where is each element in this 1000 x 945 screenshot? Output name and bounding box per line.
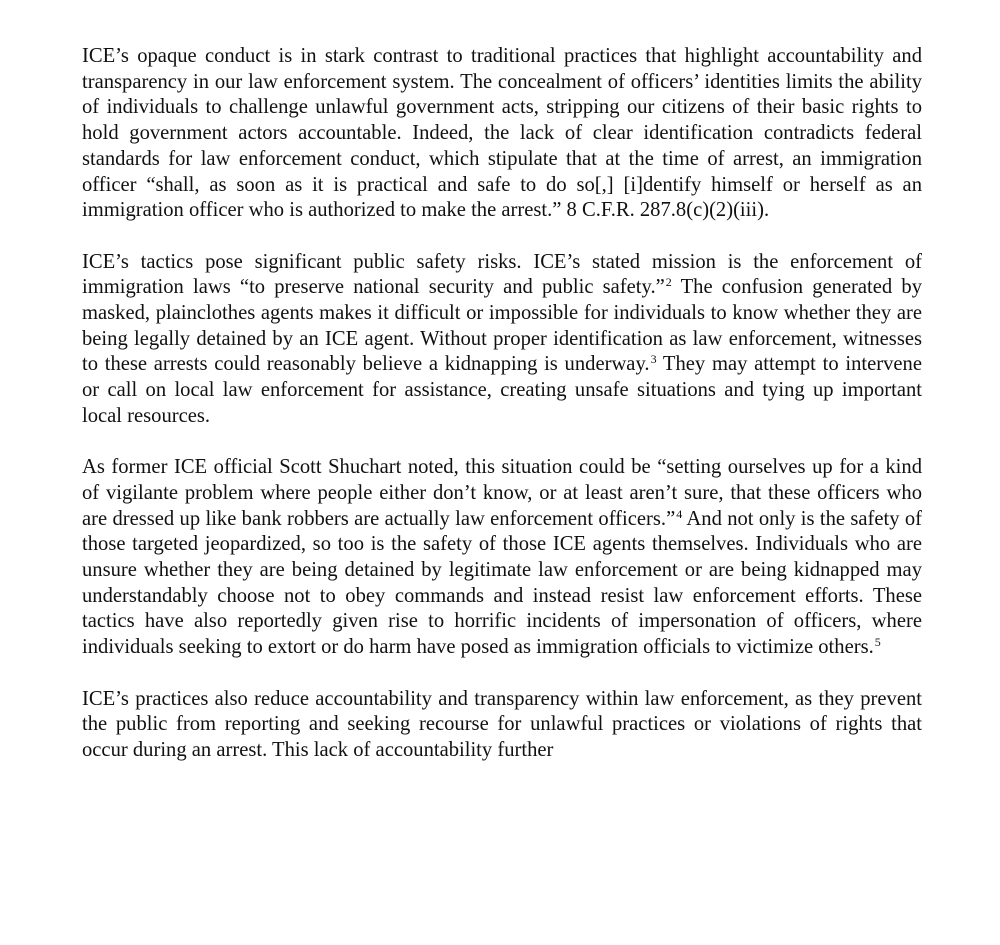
- paragraph-2-text-a: ICE’s tactics pose significant public safety risks. ICE’s stated mission is the enforcement of immigration laws “to preserve national security and public safety.”: [82, 250, 922, 299]
- footnote-ref-3: 3: [650, 352, 657, 367]
- paragraph-2-text-c: They may attempt to intervene or call on local law enforcement for assistance, creating unsafe situations and tying up important local resources.: [82, 353, 922, 427]
- footnote-ref-2: 2: [665, 275, 672, 290]
- document-page: [82, 44, 922, 789]
- footnote-ref-5: 5: [874, 635, 881, 650]
- paragraph-3-text-b: And not only is the safety of those targeted jeopardized, so too is the safety of those ICE agents themselves. Individuals who are unsure whether they are being detained by legitimate law enforcement or are being kidnapped may understandably choose not to obey commands and instead resist law enforcement efforts. These tactics have also reportedly given rise to horrific incidents of impersonation of officers, where individuals seeking to extort or do harm have posed as immigration officials to victimize others.: [82, 507, 922, 659]
- paragraph-3: [82, 455, 922, 661]
- paragraph-2: [82, 250, 922, 430]
- paragraph-1: [82, 44, 922, 224]
- paragraph-3-text-a: As former ICE official Scott Shuchart noted, this situation could be “setting ourselves up for a kind of vigilante problem where people either don’t know, or at least aren’t sure, that these officers who are dressed up like bank robbers are actually law enforcement officers.”: [82, 456, 922, 530]
- paragraph-4-text: ICE’s practices also reduce accountability and transparency within law enforcement, as they prevent the public from reporting and seeking recourse for unlawful practices or violations of rights that occur during an arrest. This lack of accountability further: [82, 687, 922, 761]
- paragraph-1-text: ICE’s opaque conduct is in stark contrast to traditional practices that highlight accountability and transparency in our law enforcement system. The concealment of officers’ identities limits the ability of individuals to challenge unlawful government acts, stripping our citizens of their basic rights to hold government actors accountable. Indeed, the lack of clear identification contradicts federal standards for law enforcement conduct, which stipulate that at the time of arrest, an immigration officer “shall, as soon as it is practical and safe to do so[,] [i]dentify himself or herself as an immigration officer who is authorized to make the arrest.” 8 C.F.R. 287.8(c)(2)(iii).: [82, 45, 922, 222]
- paragraph-4: [82, 687, 922, 764]
- footnote-ref-4: 4: [676, 506, 683, 521]
- paragraph-2-text-b: The confusion generated by masked, plainclothes agents makes it difficult or impossible for individuals to know whether they are being legally detained by an ICE agent. Without proper identification as law enforcement, witnesses to these arrests could reasonably believe a kidnapping is underway.: [82, 276, 922, 376]
